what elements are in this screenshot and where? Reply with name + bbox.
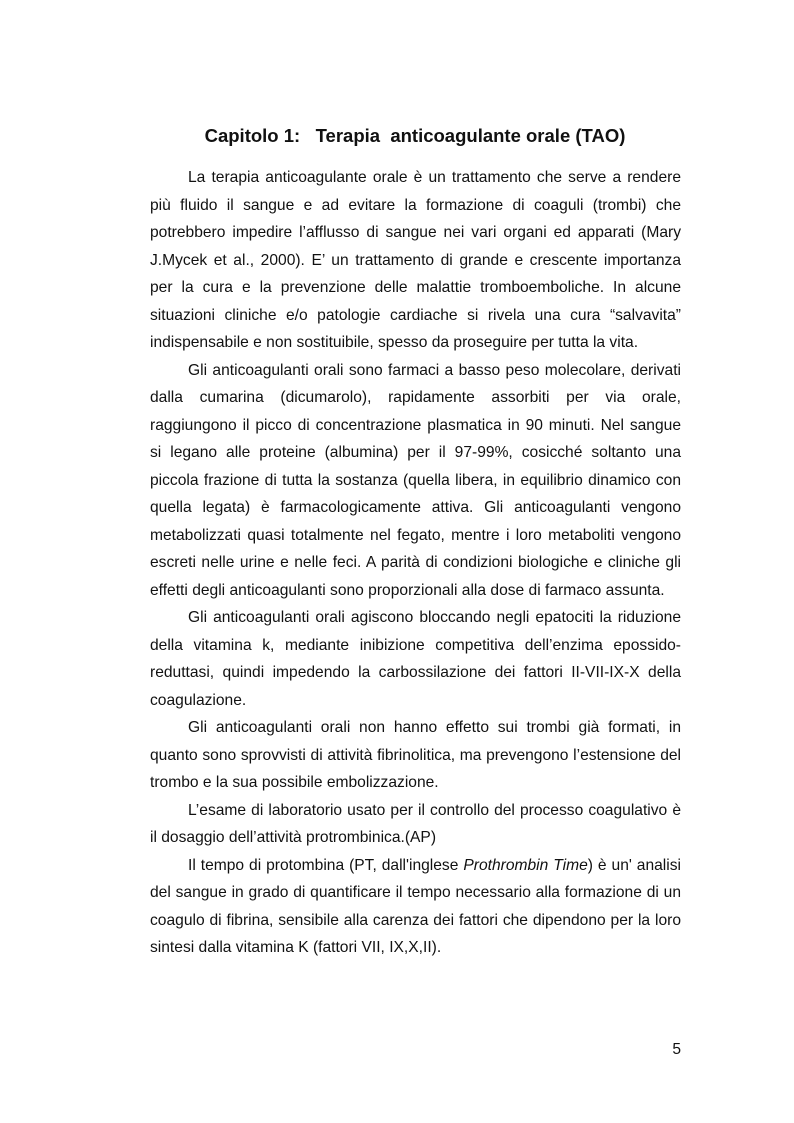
paragraph-2: Gli anticoagulanti orali sono farmaci a basso peso molecolare, derivati dalla cumarina (dicumarolo), rapidamente assorbiti per via orale, raggiungono il picco di concentrazione plasmatica in 90 minuti. Nel sangue si legano alle proteine (albumina) per il 97-99%, cosicché soltanto una piccola frazione di tutta la sostanza (quella libera, in equilibrio dinamico con quella legata) è farmacologicamente attiva. Gli anticoagulanti vengono metabolizzati quasi totalmente nel fegato, mentre i loro metaboliti vengono escreti nelle urine e nelle feci. A parità di condizioni biologiche e cliniche gli effetti degli anticoagulanti sono proporzionali alla dose di farmaco assunta. (150, 361, 681, 599)
paragraph-3: Gli anticoagulanti orali agiscono bloccando negli epatociti la riduzione della vitamina k, mediante inibizione competitiva dell’enzima epossido-reduttasi, quindi impedendo la carbossilazione dei fattori II-VII-IX-X della coagulazione. (150, 609, 681, 709)
paragraph-6 (150, 852, 681, 962)
page-number: 5 (672, 1041, 681, 1058)
paragraph-1: La terapia anticoagulante orale è un trattamento che serve a rendere più fluido il sangue e ad evitare la formazione di coaguli (trombi) che potrebbero impedire l’afflusso di sangue nei vari organi ed apparati (Mary J.Mycek et al., 2000). E’ un trattamento di grande e crescente importanza per la cura e la prevenzione delle malattie tromboemboliche. In alcune situazioni cliniche e/o patologie cardiache si rivela una cura “salvavita” indispensabile e non sostituibile, spesso da proseguire per tutta la vita. (150, 169, 681, 351)
body-text (150, 164, 681, 962)
prothrombin-time-term: Prothrombin Time (463, 856, 588, 874)
chapter-title: Capitolo 1: Terapia anticoagulante orale (TAO) (204, 125, 626, 146)
paragraph-4: Gli anticoagulanti orali non hanno effetto sui trombi già formati, in quanto sono sprovvisti di attività fibrinolitica, ma prevengono l’estensione del trombo e la sua possibile embolizzazione. (150, 719, 681, 791)
paragraph-6-tail-text: ) è un' analisi del sangue in grado di quantificare il tempo necessario alla formazione di un coagulo di fibrina, sensibile alla carenza dei fattori che dipendono per la loro sintesi dalla vitamina K (fattori VII, IX,X,II). (150, 856, 681, 956)
paragraph-6-lead-text: Il tempo di protombina (PT, dall'inglese (188, 856, 464, 874)
paragraph-5: L’esame di laboratorio usato per il controllo del processo coagulativo è il dosaggio dell’attività protrombinica.(AP) (150, 801, 681, 846)
